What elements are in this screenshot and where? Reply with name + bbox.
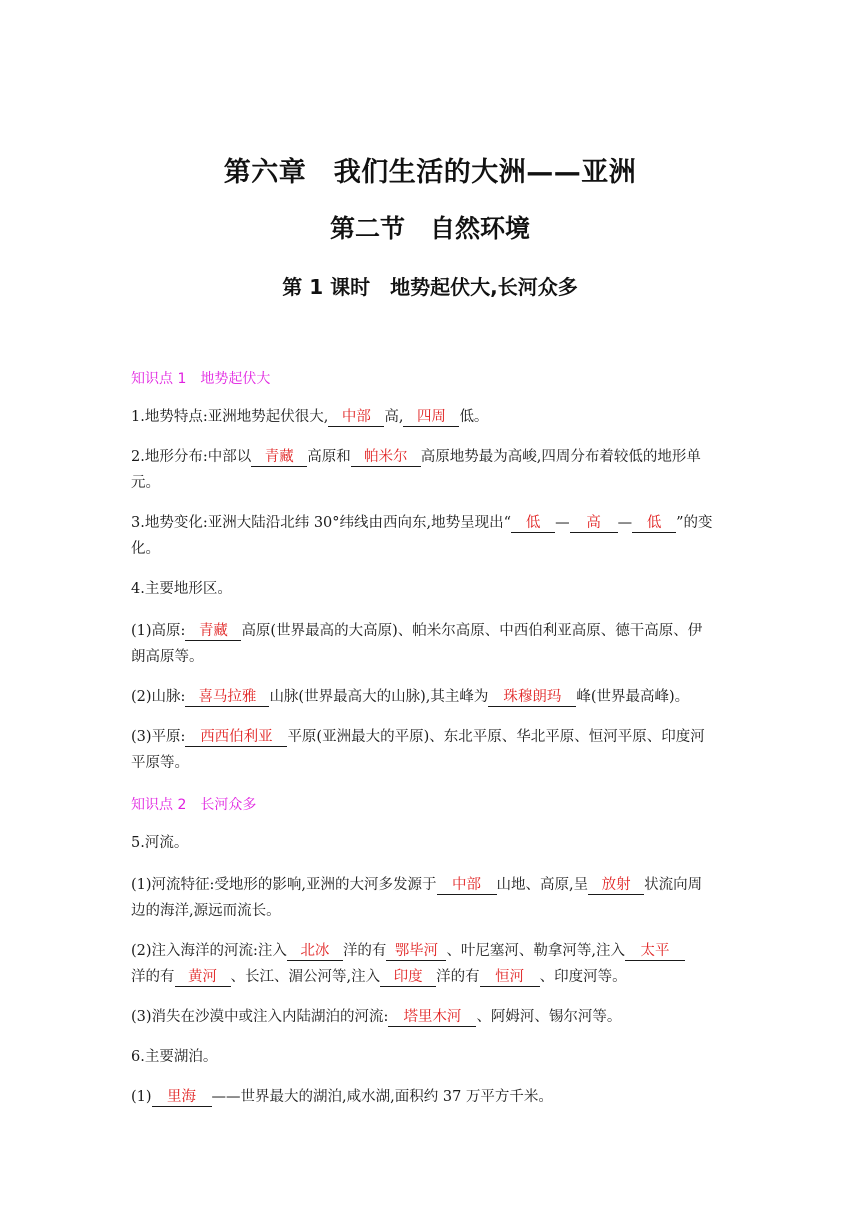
item-4-1-text: 高原(世界最高的大高原)、帕米尔高原、中西伯利亚高原、德干高原、伊 [241, 623, 703, 639]
item-2 [131, 444, 731, 496]
knowledge-point-1-heading: 知识点 1 地势起伏大 [131, 371, 271, 387]
answer-blank: 塔里木河 [388, 1009, 476, 1027]
item-2-text: 元。 [131, 475, 160, 491]
item-5-3-text: 、阿姆河、锡尔河等。 [476, 1009, 622, 1025]
answer-blank: 低 [511, 515, 555, 533]
answer-blank: 帕米尔 [351, 449, 421, 467]
answer-blank: 黄河 [175, 969, 231, 987]
answer-blank: 里海 [152, 1089, 212, 1107]
item-1 [131, 404, 731, 430]
item-5-2 [131, 938, 731, 990]
item-6-1-text: (1) [131, 1089, 152, 1105]
item-5-1-text: 状流向周 [644, 877, 703, 893]
section-title: 第二节 自然环境 [329, 214, 530, 243]
item-1-text: 低。 [459, 409, 489, 425]
answer-blank: 青藏 [185, 623, 241, 641]
answer-blank: 北冰 [287, 943, 343, 961]
item-5: 5.河流。 [131, 835, 189, 851]
answer-blank: 印度 [380, 969, 436, 987]
item-4-2-text: (2)山脉: [131, 689, 186, 705]
item-4-2-text: 峰(世界最高峰)。 [576, 689, 690, 705]
item-4: 4.主要地形区。 [131, 581, 232, 597]
item-4-1 [131, 618, 731, 670]
item-3-text: 化。 [131, 541, 160, 557]
answer-blank: 珠穆朗玛 [488, 689, 576, 707]
answer-blank: 太平 [625, 943, 685, 961]
item-1-text: 高, [384, 409, 404, 425]
answer-blank: 青藏 [251, 449, 307, 467]
item-5-3-text: (3)消失在沙漠中或注入内陆湖泊的河流: [131, 1009, 389, 1025]
item-5-1-text: 边的海洋,源远而流长。 [131, 903, 281, 919]
item-5-3 [131, 1004, 731, 1030]
item-6-1-text: ——世界最大的湖泊,咸水湖,面积约 37 万平方千米。 [211, 1089, 553, 1105]
item-4-3 [131, 724, 731, 776]
item-3-text: — [555, 515, 570, 531]
knowledge-point-2-heading: 知识点 2 长河众多 [131, 797, 257, 813]
item-5-1-text: 山地、高原,呈 [496, 877, 589, 893]
item-4-3-text: 平原等。 [131, 755, 189, 771]
item-5-1 [131, 872, 731, 924]
item-5-2-text: 、印度河等。 [539, 969, 627, 985]
item-1-text: 1.地势特点:亚洲地势起伏很大, [131, 409, 329, 425]
answer-blank: 放射 [588, 877, 644, 895]
item-5-2-text: (2)注入海洋的河流:注入 [131, 943, 287, 959]
item-2-text: 高原和 [307, 449, 351, 465]
item-3-text: — [617, 515, 633, 531]
item-2-text: 2.地形分布:中部以 [131, 449, 252, 465]
item-4-1-text: 朗高原等。 [131, 649, 204, 665]
item-3-text: ”的变 [676, 515, 713, 531]
answer-blank: 低 [632, 515, 676, 533]
lesson-title: 第 1 课时 地势起伏大,长河众多 [282, 275, 578, 299]
answer-blank: 西西伯利亚 [185, 729, 287, 747]
answer-blank: 中部 [437, 877, 497, 895]
item-2-text: 高原地势最为高峻,四周分布着较低的地形单 [420, 449, 701, 465]
item-3 [131, 510, 731, 562]
chapter-title: 第六章 我们生活的大洲——亚洲 [223, 157, 637, 188]
item-5-2-text: 洋的有 [131, 969, 175, 985]
answer-blank: 高 [570, 515, 618, 533]
item-5-2-text: 洋的有 [436, 969, 480, 985]
item-6-1 [131, 1084, 731, 1110]
answer-blank: 四周 [403, 409, 459, 427]
answer-blank: 喜马拉雅 [185, 689, 269, 707]
item-5-2-text: 、长江、湄公河等,注入 [230, 969, 381, 985]
item-5-2-text: 、叶尼塞河、勒拿河等,注入 [446, 943, 626, 959]
item-4-1-text: (1)高原: [131, 623, 186, 639]
item-4-2 [131, 684, 731, 710]
item-4-2-text: 山脉(世界最高大的山脉),其主峰为 [269, 689, 489, 705]
item-4-3-text: (3)平原: [131, 729, 186, 745]
item-4-3-text: 平原(亚洲最大的平原)、东北平原、华北平原、恒河平原、印度河 [287, 729, 705, 745]
item-5-1-text: (1)河流特征:受地形的影响,亚洲的大河多发源于 [131, 877, 437, 893]
item-3-text: 3.地势变化:亚洲大陆沿北纬 30°纬线由西向东,地势呈现出“ [131, 515, 512, 531]
item-5-2-text: 洋的有 [342, 943, 387, 959]
answer-blank: 鄂毕河 [386, 943, 446, 961]
item-6: 6.主要湖泊。 [131, 1049, 218, 1065]
answer-blank: 中部 [328, 409, 384, 427]
answer-blank: 恒河 [480, 969, 540, 987]
